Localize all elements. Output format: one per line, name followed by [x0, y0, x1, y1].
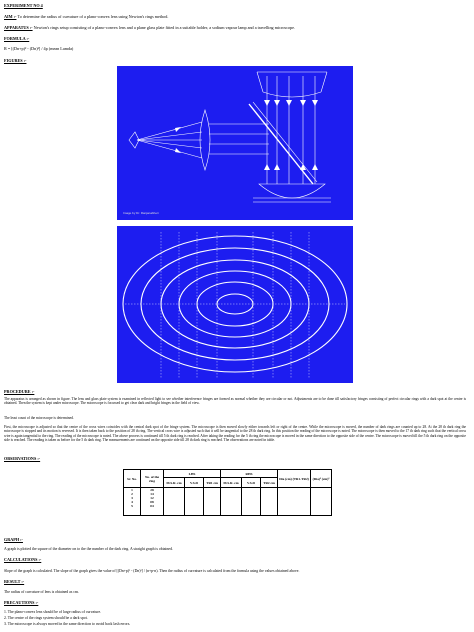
aim-line: [4, 14, 168, 19]
table-cell: [311, 488, 332, 516]
apparatus-line: [4, 25, 295, 30]
aim-label: AIM :-: [4, 14, 17, 19]
observation-table-wrap: [123, 469, 332, 516]
table-cell: [185, 488, 204, 516]
rings-figure: [117, 226, 353, 383]
header-rhs: RHS: [221, 470, 278, 478]
table-cell: [242, 488, 261, 516]
graph-text: A graph is plotted the square of the diameter on to the the number of the dark ring. A straight graph is obtained.: [4, 547, 173, 551]
procedure-label: PROCEDURE :-: [4, 389, 35, 394]
experiment-number: EXPERIMENT NO 4: [4, 3, 43, 8]
table-cell: [221, 488, 242, 516]
table-cell: [261, 488, 278, 516]
header-lhs-vsd: V.S.D: [185, 478, 204, 488]
result-text: The radius of curvature of lens is obtained as cm.: [4, 590, 79, 594]
table-cell-sno: 1 2 3 4 5: [124, 488, 141, 516]
table-cell: [278, 488, 311, 516]
header-lhs: LHS: [164, 470, 221, 478]
observations-label: OBSERVATIONS :-: [4, 456, 41, 461]
header-diameter-squared: (Dia)² (cm)²: [311, 470, 332, 488]
apparatus-label: APPARATUS :-: [4, 25, 33, 30]
header-sno: Sr. No.: [124, 470, 141, 488]
apparatus-figure: [117, 66, 353, 220]
newtons-rings-diagram: [117, 226, 353, 383]
precaution-item: 3. The microscope is always moved in the same direction to avoid back lash errors.: [4, 622, 131, 626]
graph-label: GRAPH :-: [4, 537, 23, 542]
header-rhs-tr2: TR2 cm: [261, 478, 278, 488]
precautions-label: PRECAUTIONS :-: [4, 600, 39, 605]
procedure-paragraph-2: The least count of the microscope is determined.: [4, 416, 74, 420]
precaution-item: 2. The centre of the rings system should be a dark spot.: [4, 616, 88, 620]
figure-credit: Image by Dr. Ranjanabheri: [123, 211, 159, 215]
procedure-paragraph-3: First, the microscope is adjusted so that the centre of the cross wires coincides with the central dark spot of the fringe system. The microscope is then moved slowly either towards left or right of the centre. While the microscope is moved, the number of dark rings are counted up to 28. At the 28 th dark ring the microscope is stopped and its motion is reversed. It is then taken back to the position of 28 th ring. The vertical cross wire is adjusted such that it will be tangential to the 28 th dark ring. In this position the reading of the microscope is noted. The microscope is then moved to the 17 th dark ring such that the vertical cross wire is again tangential to the ring. The reading of the microscope is noted. The above process is continued till 5 th dark ring is reached. After taking the reading for the 5 th ring the microscope is moved in the same direction to the opposite side of the centre. The microscope is moved till the 5 th dark ring on the opposite side is reached. The reading is taken as before for the 5 th dark ring. The measurements are continued on the opposite side till 28 th dark ring is reached. The observations are noted in table.: [4, 425, 466, 443]
result-label: RESULT :-: [4, 579, 25, 584]
precaution-item: 1. The plano-convex lens should be of large radius of curvature.: [4, 610, 102, 614]
header-rhs-msr: M.S.R. cm: [221, 478, 242, 488]
figures-label: FIGURES :-: [4, 58, 27, 63]
header-rhs-vsd: V.S.D: [242, 478, 261, 488]
table-cell: [164, 488, 185, 516]
observation-table: [123, 469, 332, 516]
table-cell: [204, 488, 221, 516]
procedure-paragraph-1: The apparatus is arranged as shown in figure. The lens and glass plate system is examined in reflected light to see whether interference fringes are formed as normal whether they are circular or not. Adjustments are to be done till satisfactory fringes consisting of perfect circular rings with a dark spot at the centre is obtained. Then the system is kept under microscope. The microscope is focussed to get clear dark and bright fringes in the field of view.: [4, 397, 466, 406]
calculations-text: Slope of the graph is calculated. The slope of the graph gives the value of [(Dn+p)² - (Dn)²] / (n+p-n). Then the radius of curvature is calculated from the formula using the values obtained above.: [4, 569, 300, 573]
table-cell-ring: 28 14 12 08 04: [141, 488, 164, 516]
header-ring: No. of the ring: [141, 470, 164, 488]
apparatus-diagram: [117, 66, 353, 220]
header-lhs-msr: M.S.R. cm: [164, 478, 185, 488]
aim-text: To determine the radius of curvature of a plano-convex lens using Newton's rings method.: [17, 14, 169, 19]
header-diameter: Dia (cm) (TR1-TR2): [278, 470, 311, 488]
apparatus-text: Newton's rings setup consisting of a plano-convex lens and a plane glass plate fitted in a suitable holder, a sodium vapour lamp and a travelling microscope.: [33, 25, 296, 30]
formula-label: FORMULA :-: [4, 36, 30, 41]
formula-text: R = [(Dn+p)² - (Dn)²] / 4p (mean Lamda): [4, 46, 74, 51]
calculations-label: CALCULATIONS :-: [4, 557, 42, 562]
header-lhs-tr1: TR1 cm: [204, 478, 221, 488]
